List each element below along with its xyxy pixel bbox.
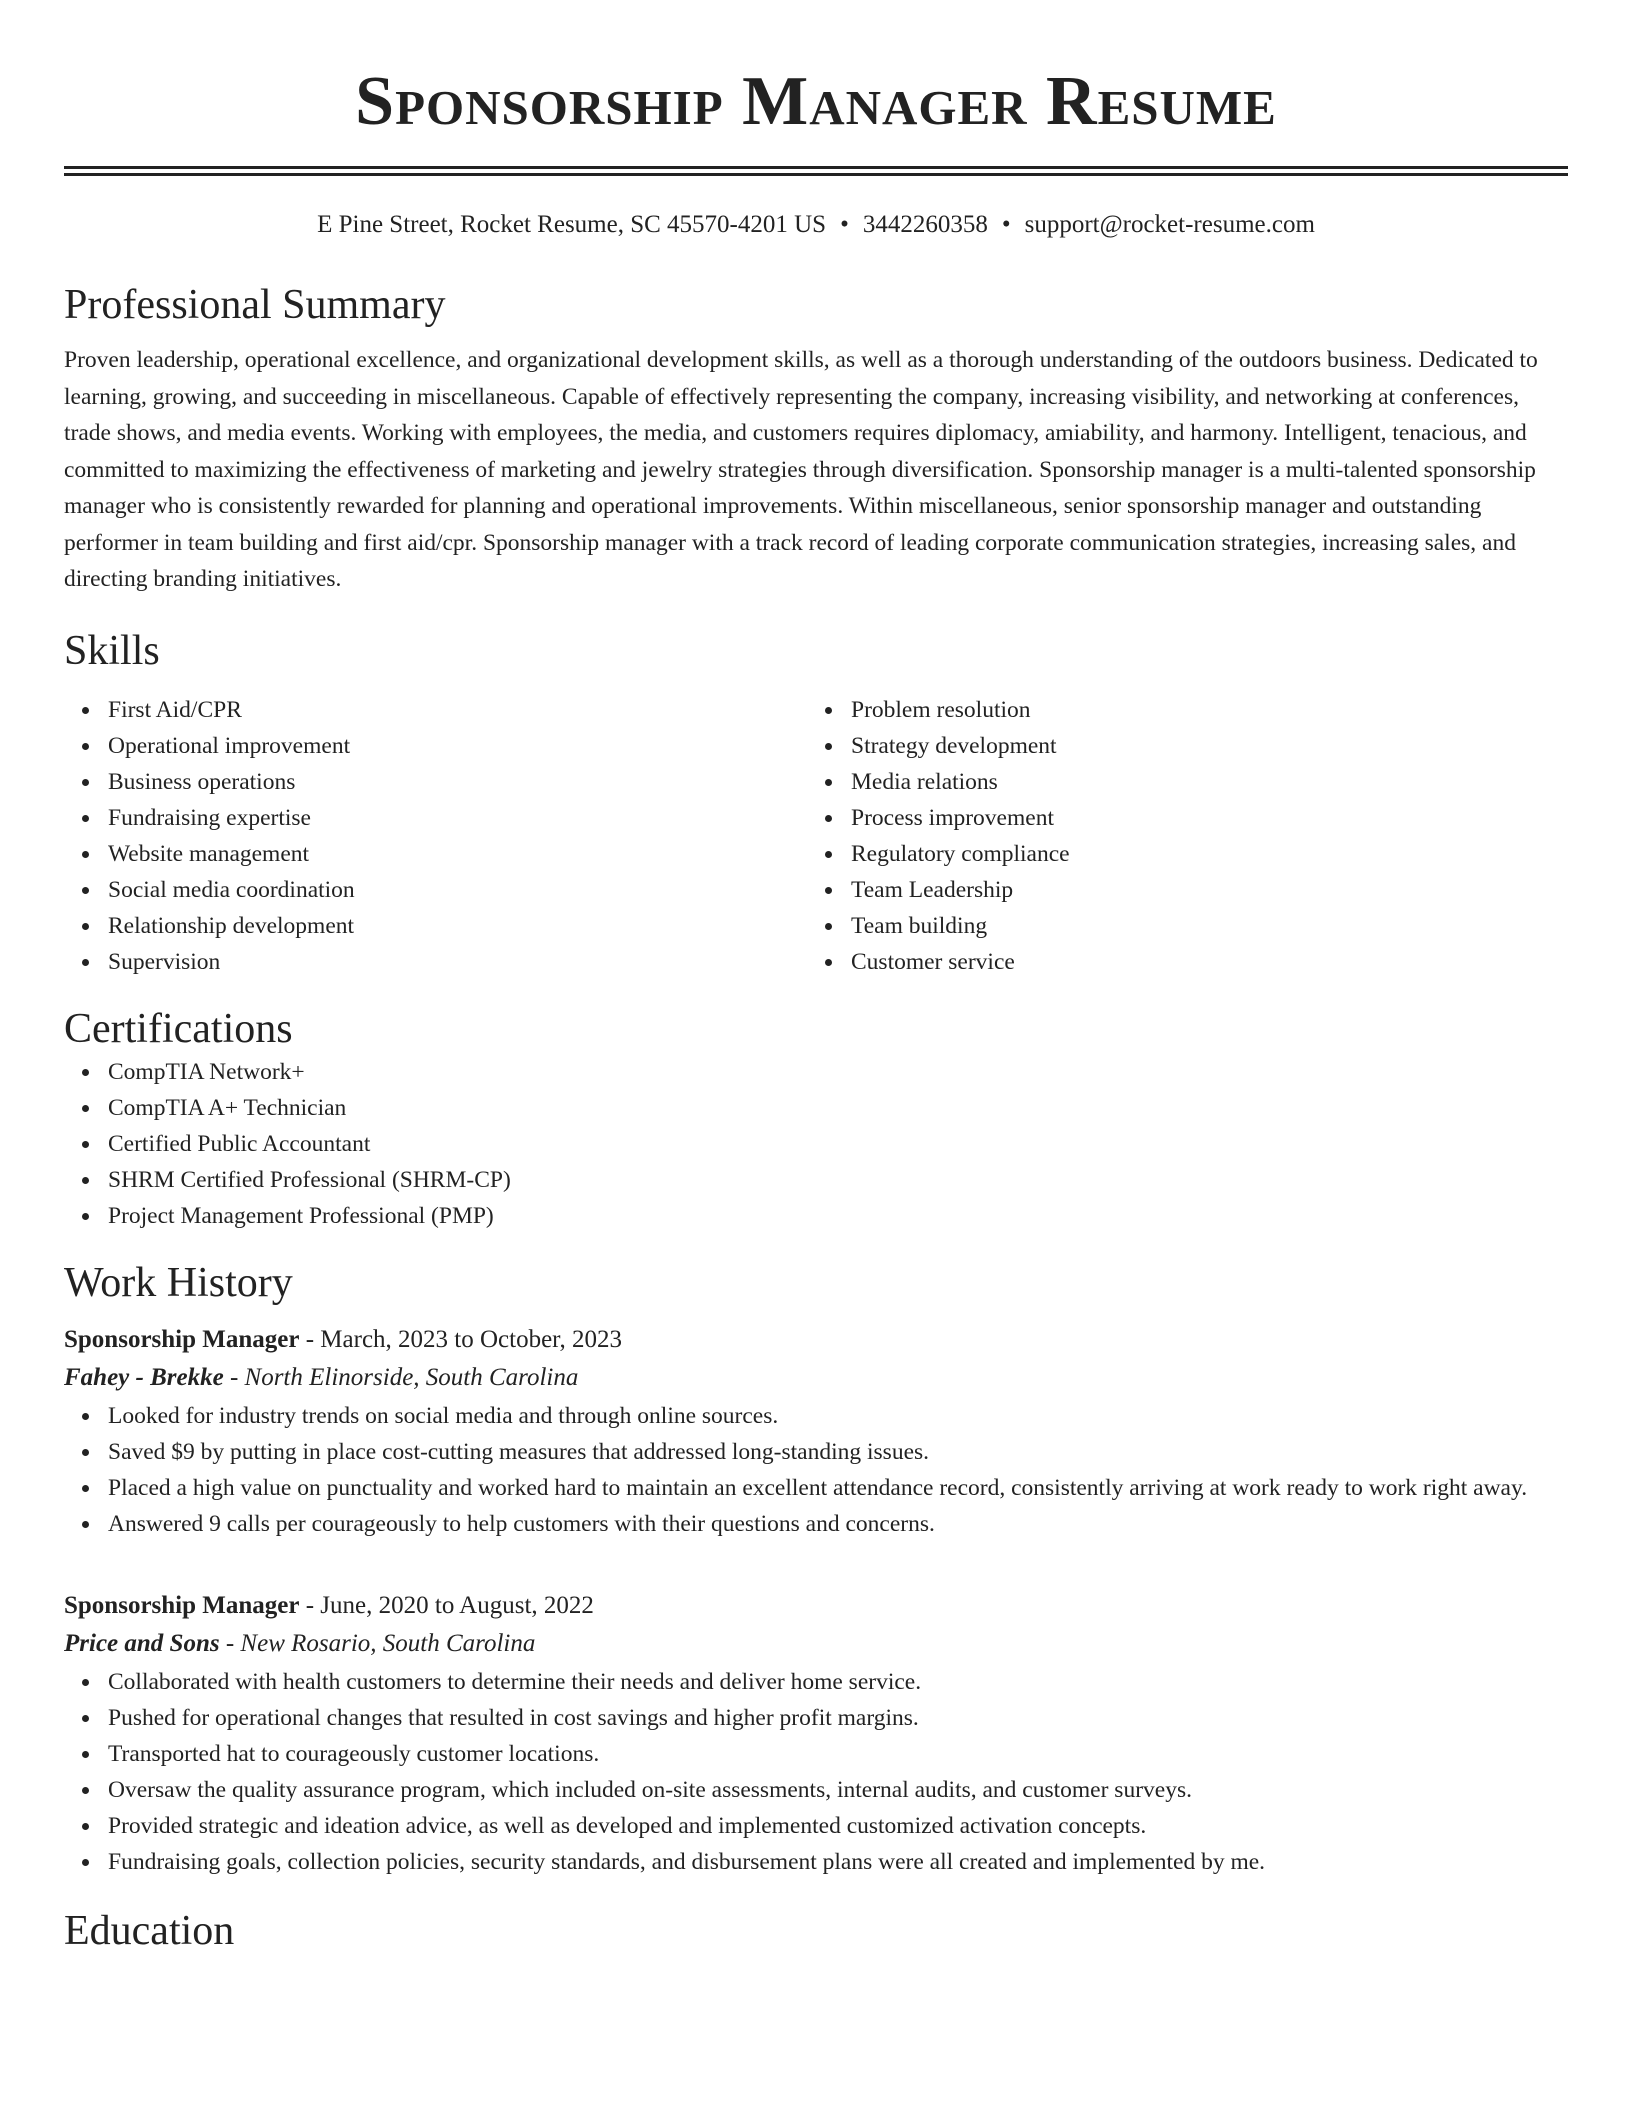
certification-item: Project Management Professional (PMP) xyxy=(108,1198,1568,1234)
job-company: Fahey - Brekke xyxy=(64,1363,224,1391)
job-role: Sponsorship Manager xyxy=(64,1591,300,1619)
skill-item: Team Leadership xyxy=(851,872,1550,908)
job-dates: - June, 2020 to August, 2022 xyxy=(299,1591,594,1619)
job-bullet: Provided strategic and ideation advice, as well as developed and implemented customized activation concepts. xyxy=(108,1808,1568,1844)
certification-item: SHRM Certified Professional (SHRM-CP) xyxy=(108,1162,1568,1198)
skill-item: Strategy development xyxy=(851,728,1550,764)
title-divider xyxy=(64,166,1568,176)
certifications-list xyxy=(64,1054,1568,1234)
contact-email: support@rocket-resume.com xyxy=(1024,211,1315,238)
work-history-heading: Work History xyxy=(64,1259,293,1306)
job-bullet: Looked for industry trends on social media and through online sources. xyxy=(108,1398,1568,1434)
education-heading: Education xyxy=(64,1907,235,1954)
job-bullets xyxy=(64,1398,1568,1542)
job-title-line xyxy=(64,1588,1568,1624)
skill-item: First Aid/CPR xyxy=(108,692,807,728)
skill-item: Problem resolution xyxy=(851,692,1550,728)
job-bullets xyxy=(64,1664,1568,1880)
contact-address: E Pine Street, Rocket Resume, SC 45570-4201 US xyxy=(317,211,827,238)
job-entry xyxy=(64,1322,1568,1542)
summary-heading: Professional Summary xyxy=(64,282,446,328)
skill-item: Process improvement xyxy=(851,800,1550,836)
skill-item: Operational improvement xyxy=(108,728,807,764)
skill-item: Relationship development xyxy=(108,908,807,944)
skills-heading: Skills xyxy=(64,627,160,674)
skill-item: Fundraising expertise xyxy=(108,800,807,836)
certification-item: Certified Public Accountant xyxy=(108,1126,1568,1162)
skill-item: Supervision xyxy=(108,944,807,980)
job-bullet: Placed a high value on punctuality and worked hard to maintain an excellent attendance record, consistently arriving at work ready to work right away. xyxy=(108,1470,1568,1506)
job-role: Sponsorship Manager xyxy=(64,1325,300,1353)
job-company-line xyxy=(64,1358,1568,1398)
skill-item: Social media coordination xyxy=(108,872,807,908)
contact-line xyxy=(64,210,1568,240)
skills-column-right xyxy=(807,692,1550,980)
job-company-line xyxy=(64,1624,1568,1664)
skills-column-left xyxy=(64,692,807,980)
certification-item: CompTIA Network+ xyxy=(108,1054,1568,1090)
job-dates: - March, 2023 to October, 2023 xyxy=(299,1325,623,1353)
job-location: - New Rosario, South Carolina xyxy=(219,1629,536,1657)
certifications-heading: Certifications xyxy=(64,1005,293,1052)
skill-item: Website management xyxy=(108,836,807,872)
skill-item: Media relations xyxy=(851,764,1550,800)
job-bullet: Transported hat to courageously customer locations. xyxy=(108,1736,1568,1772)
contact-phone: 3442260358 xyxy=(862,211,988,238)
job-bullet: Answered 9 calls per courageously to help customers with their questions and concerns. xyxy=(108,1506,1568,1542)
job-bullet: Pushed for operational changes that resulted in cost savings and higher profit margins. xyxy=(108,1700,1568,1736)
certification-item: CompTIA A+ Technician xyxy=(108,1090,1568,1126)
job-location: - North Elinorside, South Carolina xyxy=(223,1363,579,1391)
job-company: Price and Sons xyxy=(64,1629,220,1657)
contact-separator: • xyxy=(840,211,849,238)
skill-item: Business operations xyxy=(108,764,807,800)
job-bullet: Saved $9 by putting in place cost-cutting measures that addressed long-standing issues. xyxy=(108,1434,1568,1470)
job-spacer xyxy=(64,1542,1568,1574)
job-bullet: Fundraising goals, collection policies, security standards, and disbursement plans were all created and implemented by me. xyxy=(108,1844,1568,1880)
summary-text: Proven leadership, operational excellence, and organizational development skills, as well as a thorough understanding of the outdoors business. Dedicated to learning, growing, and succeeding in miscellaneous. Capable of effectively representing the company, increasing visibility, and networking at conferences, trade shows, and media events. Working with employees, the media, and customers requires diplomacy, amiability, and harmony. Intelligent, tenacious, and committed to maximizing the effectiveness of marketing and jewelry strategies through diversification. Sponsorship manager is a multi-talented sponsorship manager who is consistently rewarded for planning and operational improvements. Within miscellaneous, senior sponsorship manager and outstanding performer in team building and first aid/cpr. Sponsorship manager with a track record of leading corporate communication strategies, increasing sales, and directing branding initiatives. xyxy=(64,347,1538,592)
skills-list xyxy=(64,692,1568,980)
job-entry xyxy=(64,1588,1568,1880)
skill-item: Customer service xyxy=(851,944,1550,980)
job-bullet: Collaborated with health customers to determine their needs and deliver home service. xyxy=(108,1664,1568,1700)
resume-title: Sponsorship Manager Resume xyxy=(355,63,1277,140)
job-bullet: Oversaw the quality assurance program, which included on-site assessments, internal audits, and customer surveys. xyxy=(108,1772,1568,1808)
skill-item: Team building xyxy=(851,908,1550,944)
contact-separator: • xyxy=(1001,211,1011,238)
skill-item: Regulatory compliance xyxy=(851,836,1550,872)
job-title-line xyxy=(64,1322,1568,1358)
